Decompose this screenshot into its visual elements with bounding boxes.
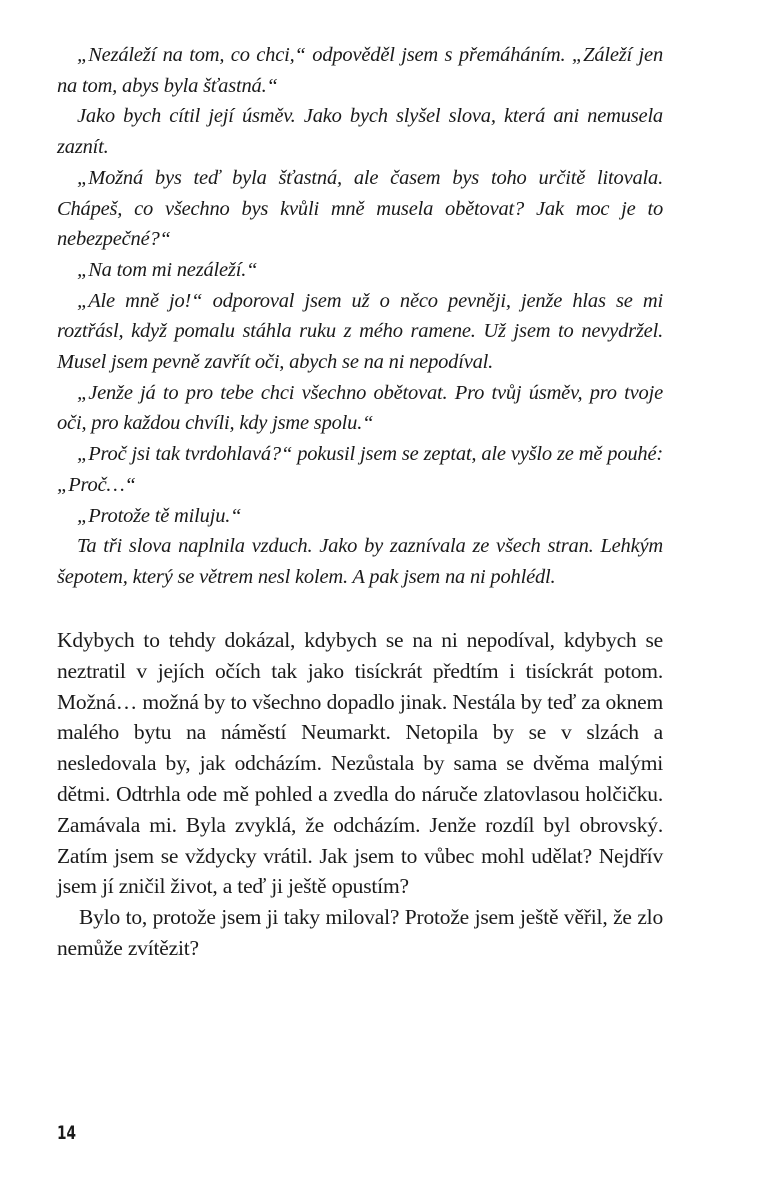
italic-paragraph: Ta tři slova naplnila vzduch. Jako by zaznívala ze všech stran. Lehkým šepotem, který se větrem nesl kolem. A pak jsem na ni pohlédl. [57,535,663,588]
italic-paragraph: Jako bych cítil její úsměv. Jako bych slyšel slova, která ani nemusela zaznít. [57,105,663,159]
narrative-paragraph: Kdybych to tehdy dokázal, kdybych se na ni nepodíval, kdybych se neztratil v jejích očích tak jako tisíckrát předtím i tisíckrát potom. Možná… možná by to všechno dopadlo jinak. Nestála by teď za oknem malého bytu na náměstí Neumarkt. Netopila by se v slzách a nesledovala by, jak odcházím. Nezůstala by sama se dvěma malými dětmi. Odtrhla ode mě pohled a zvedla do náruče zlatovlasou holčičku. Zamávala mi. Byla zvyklá, že odcházím. Jenže rozdíl byl obrovský. Zatím jsem se vždycky vrátil. Jak jsem to vůbec mohl udělat? Nejdřív jsem jí zničil život, a teď ji ještě opustím? [57,628,663,899]
italic-paragraph: „Jenže já to pro tebe chci všechno obětovat. Pro tvůj úsměv, pro tvoje oči, pro každou chvíli, kdy jsme spolu.“ [57,381,663,435]
italic-paragraph: „Na tom mi nezáleží.“ [77,258,258,281]
italic-paragraph: „Ale mně jo!“ odporoval jsem už o něco pevněji, jenže hlas se mi roztřásl, když pomalu stáhla ruku z mého ramene. Už jsem to nevydržel. Musel jsem pevně zavřít oči, abych se na ni nepodíval. [57,289,663,374]
narrative-paragraph: Bylo to, protože jsem ji taky miloval? Protože jsem ještě věřil, že zlo nemůže zvítězit? [57,905,663,960]
page-number: 14 [57,1122,77,1144]
narrative-block [57,625,663,964]
italic-paragraph: „Proč jsi tak tvrdohlavá?“ pokusil jsem se zeptat, ale vyšlo ze mě pouhé: „Proč…“ [57,443,663,496]
italic-paragraph: „Protože tě miluju.“ [77,504,242,527]
italic-dialogue-block [57,40,663,593]
italic-paragraph: „Možná bys teď byla šťastná, ale časem bys toho určitě litovala. Chápeš, co všechno bys kvůli mně musela obětovat? Jak moc je to nebezpečné?“ [57,166,663,251]
italic-paragraph: „Nezáleží na tom, co chci,“ odpověděl jsem s přemáháním. „Záleží jen na tom, abys byla šťastná.“ [57,44,663,97]
